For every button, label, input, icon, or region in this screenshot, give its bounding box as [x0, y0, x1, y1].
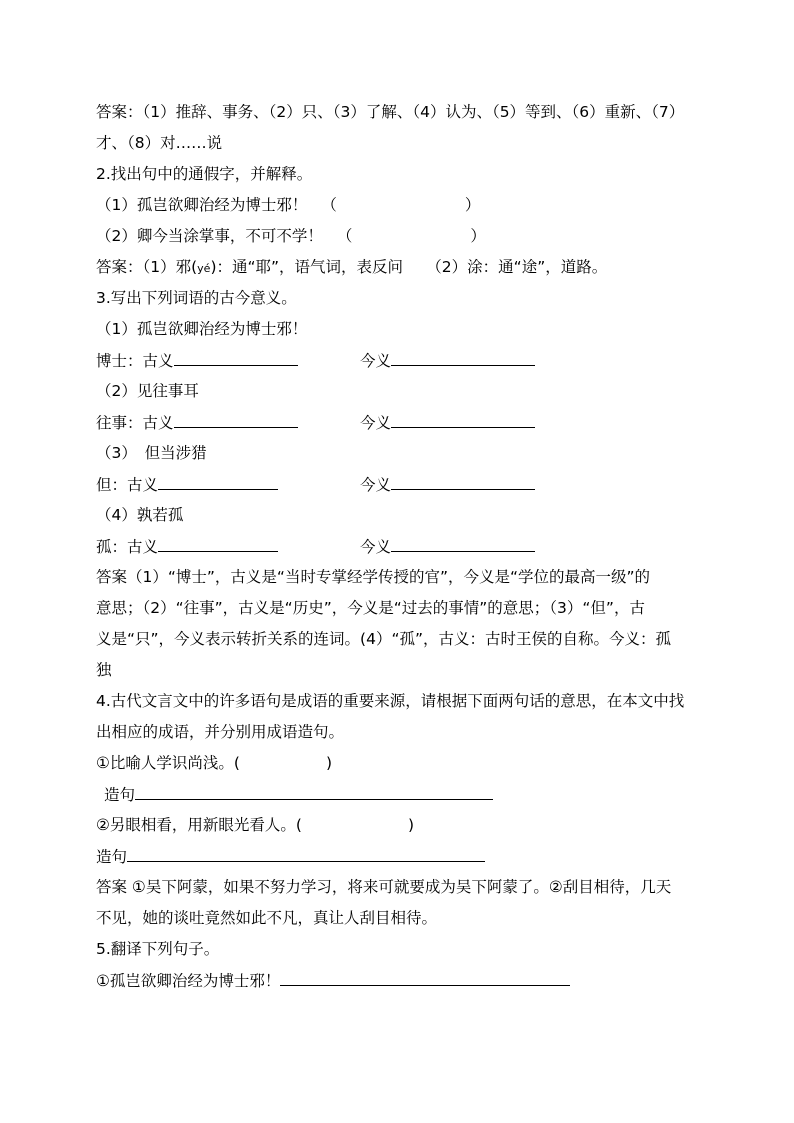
q3-answer-line3: 义是“只”，今义表示转折关系的连词。(4）“孤”，古义：古时王侯的自称。今义：孤 [96, 630, 672, 648]
q4-title-line2: 出相应的成语，并分别用成语造句。 [96, 723, 345, 741]
q5-item1-blank[interactable] [280, 970, 570, 986]
q2-item2-text: （2）卿今当涂掌事，不可不学！ [96, 227, 323, 245]
q3-word4-gu-blank[interactable] [158, 536, 278, 552]
q4-answer-line1: 答案 ①吴下阿蒙，如果不努力学习，将来可就要成为吴下阿蒙了。②刮目相待，几天 [96, 878, 672, 896]
q3-word4-gu-label: 孤：古义 [96, 538, 159, 556]
q3-word3-gu-label: 但：古义 [96, 476, 159, 494]
q2-item1-paren-close: ） [464, 196, 481, 214]
q2-item2-paren-open: （ [336, 227, 353, 245]
q4-zaoju2-label: 造句 [96, 848, 128, 866]
q3-word4-jin-blank[interactable] [391, 536, 535, 552]
q3-answer-line1: 答案（1）“博士”，古义是“当时专掌经学传授的官”，今义是“学位的最高一级”的 [96, 568, 651, 586]
q3-word3-row [96, 474, 392, 495]
q3-word1-jin-blank[interactable] [391, 350, 535, 366]
q2-item2 [96, 226, 486, 246]
q3-word3-gu-blank[interactable] [158, 474, 278, 490]
q3-word1-jin-label: 今义 [360, 352, 392, 370]
q3-word2-gu-blank[interactable] [174, 412, 298, 428]
q3-answer-line4: 独 [96, 661, 112, 679]
q5-title: 5.翻译下列句子。 [96, 940, 220, 958]
q5-item1-text: ①孤岂欲卿治经为博士邪！ [96, 972, 281, 990]
q3-word4-row [96, 536, 392, 557]
q3-word3-jin-label: 今义 [360, 476, 392, 494]
q3-word2-gu-label: 往事：古义 [96, 414, 174, 432]
q3-title: 3.写出下列词语的古今意义。 [96, 289, 297, 307]
q5-item1-row [96, 970, 570, 991]
q3-word3-jin-blank[interactable] [391, 474, 535, 490]
q4-zaoju1-blank[interactable] [135, 784, 493, 800]
q2-answer-pinyin: yé [197, 262, 211, 275]
q3-answer-line2: 意思；（2）“往事”，古义是“历史”，今义是“过去的事情”的意思；（3）“但”，古 [96, 599, 645, 617]
q4-answer-line2: 不见，她的谈吐竟然如此不凡，真让人刮目相待。 [96, 909, 438, 927]
q4-item1-text: ①比喻人学识尚浅。( [96, 754, 240, 772]
q4-item2-text: ②另眼相看，用新眼光看人。( [96, 816, 302, 834]
q4-item1-paren-close: ) [325, 754, 333, 772]
q4-zaoju1-row [104, 784, 493, 805]
q1-answer-line2: 才、（8）对……说 [96, 134, 223, 152]
q3-sentence3: （3） 但当涉猎 [96, 444, 207, 462]
q3-sentence2: （2）见往事耳 [96, 382, 199, 400]
q1-answer-line1: 答案：（1）推辞、事务、（2）只、（3）了解、（4）认为、（5）等到、（6）重新、（7） [96, 103, 685, 121]
q3-sentence4: （4）孰若孤 [96, 506, 184, 524]
q2-item2-paren-close: ） [470, 227, 486, 245]
q2-item1-text: （1）孤岂欲卿治经为博士邪！ [96, 196, 308, 214]
q2-answer-part1: 答案：（1）邪( [96, 258, 198, 276]
q3-word2-row [96, 412, 392, 433]
q4-item2-paren-close: ) [407, 816, 415, 834]
q3-word2-jin-label: 今义 [360, 414, 392, 432]
q3-sentence1: （1）孤岂欲卿治经为博士邪！ [96, 320, 308, 338]
q4-zaoju2-blank[interactable] [127, 846, 485, 862]
q3-word4-jin-label: 今义 [360, 538, 392, 556]
q4-zaoju1-label: 造句 [104, 786, 136, 804]
q2-title: 2.找出句中的通假字，并解释。 [96, 165, 313, 183]
q2-item1 [96, 195, 480, 215]
q3-word1-gu-blank[interactable] [174, 350, 298, 366]
q4-item1 [96, 753, 332, 773]
q3-word1-gu-label: 博士：古义 [96, 352, 174, 370]
q4-title-line1: 4.古代文言文中的许多语句是成语的重要来源，请根据下面两句话的意思，在本文中找 [96, 692, 685, 710]
q2-item1-paren-open: （ [321, 196, 337, 214]
q4-zaoju2-row [96, 846, 485, 867]
q4-item2 [96, 815, 414, 835]
q2-answer [96, 257, 607, 279]
q2-answer-part2: )：通“耶”，语气词，表反问 （2）涂：通“途”，道路。 [210, 258, 608, 276]
q3-word1-row [96, 350, 392, 371]
q3-word2-jin-blank[interactable] [391, 412, 535, 428]
